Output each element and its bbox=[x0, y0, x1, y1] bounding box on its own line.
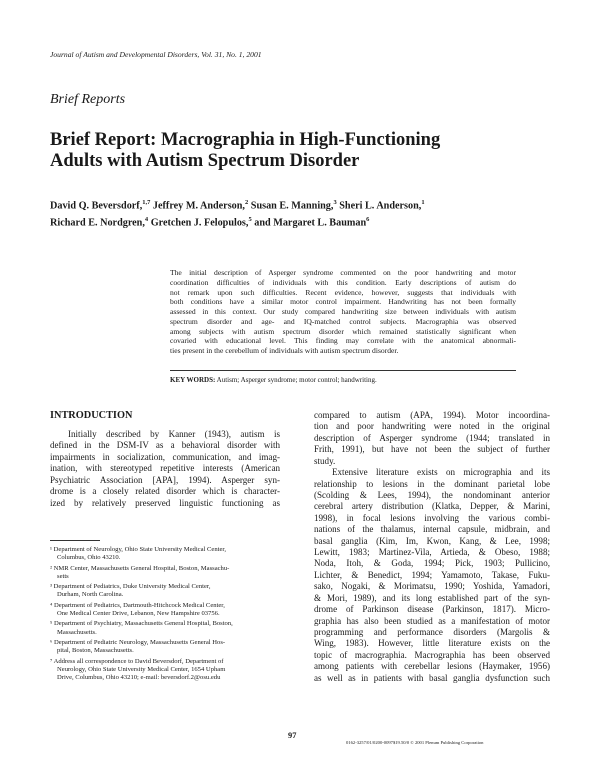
body-line: basal ganglia (Kim, Im, Kwon, Kang, & Lee, 1998; bbox=[314, 535, 550, 546]
footnote bbox=[50, 565, 282, 582]
affiliation-marker: 5 bbox=[248, 216, 252, 224]
body-line: ination, with stereotyped repetitive interests (American bbox=[50, 463, 280, 474]
footnote bbox=[50, 546, 282, 563]
affiliation-marker: 2 bbox=[244, 199, 249, 206]
abstract-line: not remark upon such difficulties. Recent evidence, however, suggests that individuals with bbox=[170, 287, 516, 297]
author-name: Gretchen J. Felopulos, bbox=[148, 217, 249, 229]
footnote-line: Durham, North Carolina. bbox=[57, 591, 124, 599]
keywords-label: KEY WORDS: bbox=[170, 376, 216, 384]
affiliation-marker: 3 bbox=[333, 199, 337, 206]
footnote bbox=[50, 639, 282, 656]
keywords-text: Autism; Asperger syndrome; motor control; handwriting. bbox=[215, 376, 377, 384]
body-line: Initially described by Kanner (1943), autism is bbox=[68, 429, 280, 439]
body-line: Frith, 1991), but have not been the subject of further bbox=[314, 444, 550, 455]
abstract-line: ties present in the cerebellum of individuals with autism spectrum disorder. bbox=[170, 346, 399, 355]
abstract-line: coordination difficulties of individuals with this condition. Early descriptions of autism do bbox=[170, 277, 516, 287]
body-line: relationship to lesions in the dominant parietal lobe bbox=[314, 478, 550, 489]
author-name: Jeffrey M. Anderson, bbox=[150, 200, 245, 212]
body-line: as well as in patients with basal ganglia dysfunction such bbox=[314, 672, 550, 683]
footnote-line: ² NMR Center, Massachusetts General Hospital, Boston, Massachu- bbox=[50, 564, 230, 572]
footnote bbox=[50, 620, 282, 637]
abstract-line: assessed in this context. Our study compared handwriting size between individuals with autism bbox=[170, 307, 516, 316]
body-line: topic of macrographia. Macrographia has been observed bbox=[314, 649, 550, 660]
body-line: ized by relatively preserved linguistic functioning as bbox=[50, 497, 280, 508]
body-line: impairments in socialization, communication, and imag- bbox=[50, 451, 280, 462]
body-line: & Mori, 1989), and its long established part of the syn- bbox=[314, 592, 550, 603]
body-line: 1998), in focal lesions involving the various combi- bbox=[314, 512, 550, 523]
body-line: graphia has also been studied as a manifestation of motor bbox=[314, 615, 550, 626]
footnote-line: One Medical Center Drive, Lebanon, New Hampshire 03756. bbox=[57, 610, 220, 618]
footnote-line: Massachusetts. bbox=[57, 628, 97, 636]
section-label: Brief Reports bbox=[50, 92, 126, 107]
title-line: Brief Report: Macrographia in High-Functioning bbox=[50, 130, 441, 150]
body-line: Lewitt, 1983; Martinez-Vila, Artieda, & Obeso, 1988; bbox=[314, 547, 550, 558]
author-name: David Q. Beversdorf, bbox=[50, 200, 143, 212]
footnote bbox=[50, 658, 282, 683]
body-line: sako, Nogaki, & Morimatsu, 1990; Yoshida, Yamadori, bbox=[314, 581, 550, 592]
abstract-line: both conditions have a similar motor control impairment. Handwriting has not been formally bbox=[170, 297, 516, 307]
intro-paragraph-2 bbox=[314, 467, 550, 684]
body-line: Wing, 1983). However, little literature exists on the bbox=[314, 638, 550, 649]
abstract-divider bbox=[170, 370, 516, 371]
title-line: Adults with Autism Spectrum Disorder bbox=[50, 151, 360, 171]
page-number: 97 bbox=[288, 731, 297, 740]
author-line bbox=[50, 213, 560, 230]
author-name: Richard E. Nordgren, bbox=[50, 217, 145, 229]
body-line: drome is a closely related disorder which is character- bbox=[50, 486, 280, 497]
abstract-line: spectrum disorder and age- and IQ-matched control subjects. Macrographia was observed bbox=[170, 316, 516, 326]
body-line: Noda, Itoh, & Goda, 1994; Pick, 1903; Pullicino, bbox=[314, 558, 550, 569]
affiliation-marker: 4 bbox=[144, 216, 149, 224]
body-line: study. bbox=[314, 455, 336, 466]
footnote-line: ³ Department of Pediatrics, Duke University Medical Center, bbox=[50, 583, 211, 591]
body-line: drome of Parkinson disease (Parkinson, 1817). Micro- bbox=[314, 604, 550, 615]
body-line: description of Asperger syndrome (1944; translated in bbox=[314, 432, 550, 443]
footnote-line: Drive, Columbus, Ohio 43210; e-mail: beversdorf.2@osu.edu bbox=[57, 674, 221, 682]
author-name: and Margaret L. Bauman bbox=[251, 217, 367, 229]
footnote-line: ⁴ Department of Pediatrics, Dartmouth-Hitchcock Medical Center, bbox=[50, 601, 225, 609]
footnote bbox=[50, 583, 282, 600]
author-line bbox=[50, 196, 560, 213]
footnote-line: ¹ Department of Neurology, Ohio State University Medical Center, bbox=[50, 546, 226, 553]
affiliation-marker: 1,7 bbox=[142, 199, 151, 206]
intro-paragraph-1-continued bbox=[314, 410, 550, 467]
affiliation-marker: 6 bbox=[366, 216, 370, 224]
body-line: defined in the DSM-IV as a behavioral disorder with bbox=[50, 440, 280, 451]
body-line: (Scolding & Lees, 1994), the nondominant anterior bbox=[314, 489, 550, 500]
left-column bbox=[50, 410, 280, 509]
abstract-line: covaried with educational level. This finding may correlate with the anatomical abnormali- bbox=[170, 336, 516, 346]
right-column bbox=[314, 410, 550, 684]
footnote-line: ⁷ Address all correspondence to David Beversdorf, Department of bbox=[50, 657, 224, 665]
journal-citation: Journal of Autism and Developmental Disorders, Vol. 31, No. 1, 2001 bbox=[50, 50, 262, 59]
body-line: among patients with cerebellar lesions (Haymaker, 1956) bbox=[314, 661, 550, 672]
body-line: cerebral artery distribution (Klatka, Depper, & Marini, bbox=[314, 501, 550, 512]
author-name: Sheri L. Anderson, bbox=[336, 200, 422, 212]
footnote-line: setts bbox=[57, 572, 69, 580]
footnote-line: ⁶ Department of Pediatric Neurology, Massachusetts General Hos- bbox=[50, 638, 226, 646]
article-title bbox=[50, 130, 550, 172]
abstract-line: among subjects with autism spectrum disorder which remained statistically significant when bbox=[170, 326, 516, 336]
body-line: Psychiatric Association [APA], 1994). Asperger syn- bbox=[50, 474, 280, 485]
section-heading: INTRODUCTION bbox=[50, 410, 133, 421]
footnote-line: ⁵ Department of Psychiatry, Massachusetts General Hospital, Boston, bbox=[50, 620, 233, 628]
body-line: Lichter, & Benedict, 1994; Yamamoto, Takase, Fuku- bbox=[314, 569, 550, 580]
intro-paragraph-1 bbox=[50, 429, 280, 509]
footnote-line: Neurology, Ohio State University Medical Center, 1654 Upham bbox=[57, 665, 226, 673]
affiliation-marker: 1 bbox=[421, 199, 425, 206]
body-line: compared to autism (APA, 1994). Motor incoordina- bbox=[314, 410, 550, 420]
body-line: Extensive literature exists on micrographia and its bbox=[332, 467, 550, 478]
abstract-line: The initial description of Asperger syndrome commented on the poor handwriting and motor bbox=[170, 268, 516, 277]
footnotes bbox=[50, 546, 282, 684]
body-line: tion and poor handwriting were noted in the original bbox=[314, 421, 550, 432]
copyright-line: 0162-3257/01/0200-0097$19.50/0 © 2001 Plenum Publishing Corporation bbox=[346, 740, 484, 745]
abstract bbox=[170, 268, 516, 356]
footnote-line: Columbus, Ohio 43210. bbox=[57, 554, 121, 562]
author-list bbox=[50, 196, 560, 231]
footnote bbox=[50, 602, 282, 619]
footnote-divider bbox=[50, 540, 100, 541]
keywords bbox=[170, 376, 516, 384]
footnote-line: pital, Boston, Massachusetts. bbox=[57, 647, 134, 655]
author-name: Susan E. Manning, bbox=[248, 200, 334, 212]
body-line: programming and performance disorders (Margolis & bbox=[314, 627, 550, 638]
body-line: nations of the thalamus, internal capsule, midbrain, and bbox=[314, 524, 550, 535]
